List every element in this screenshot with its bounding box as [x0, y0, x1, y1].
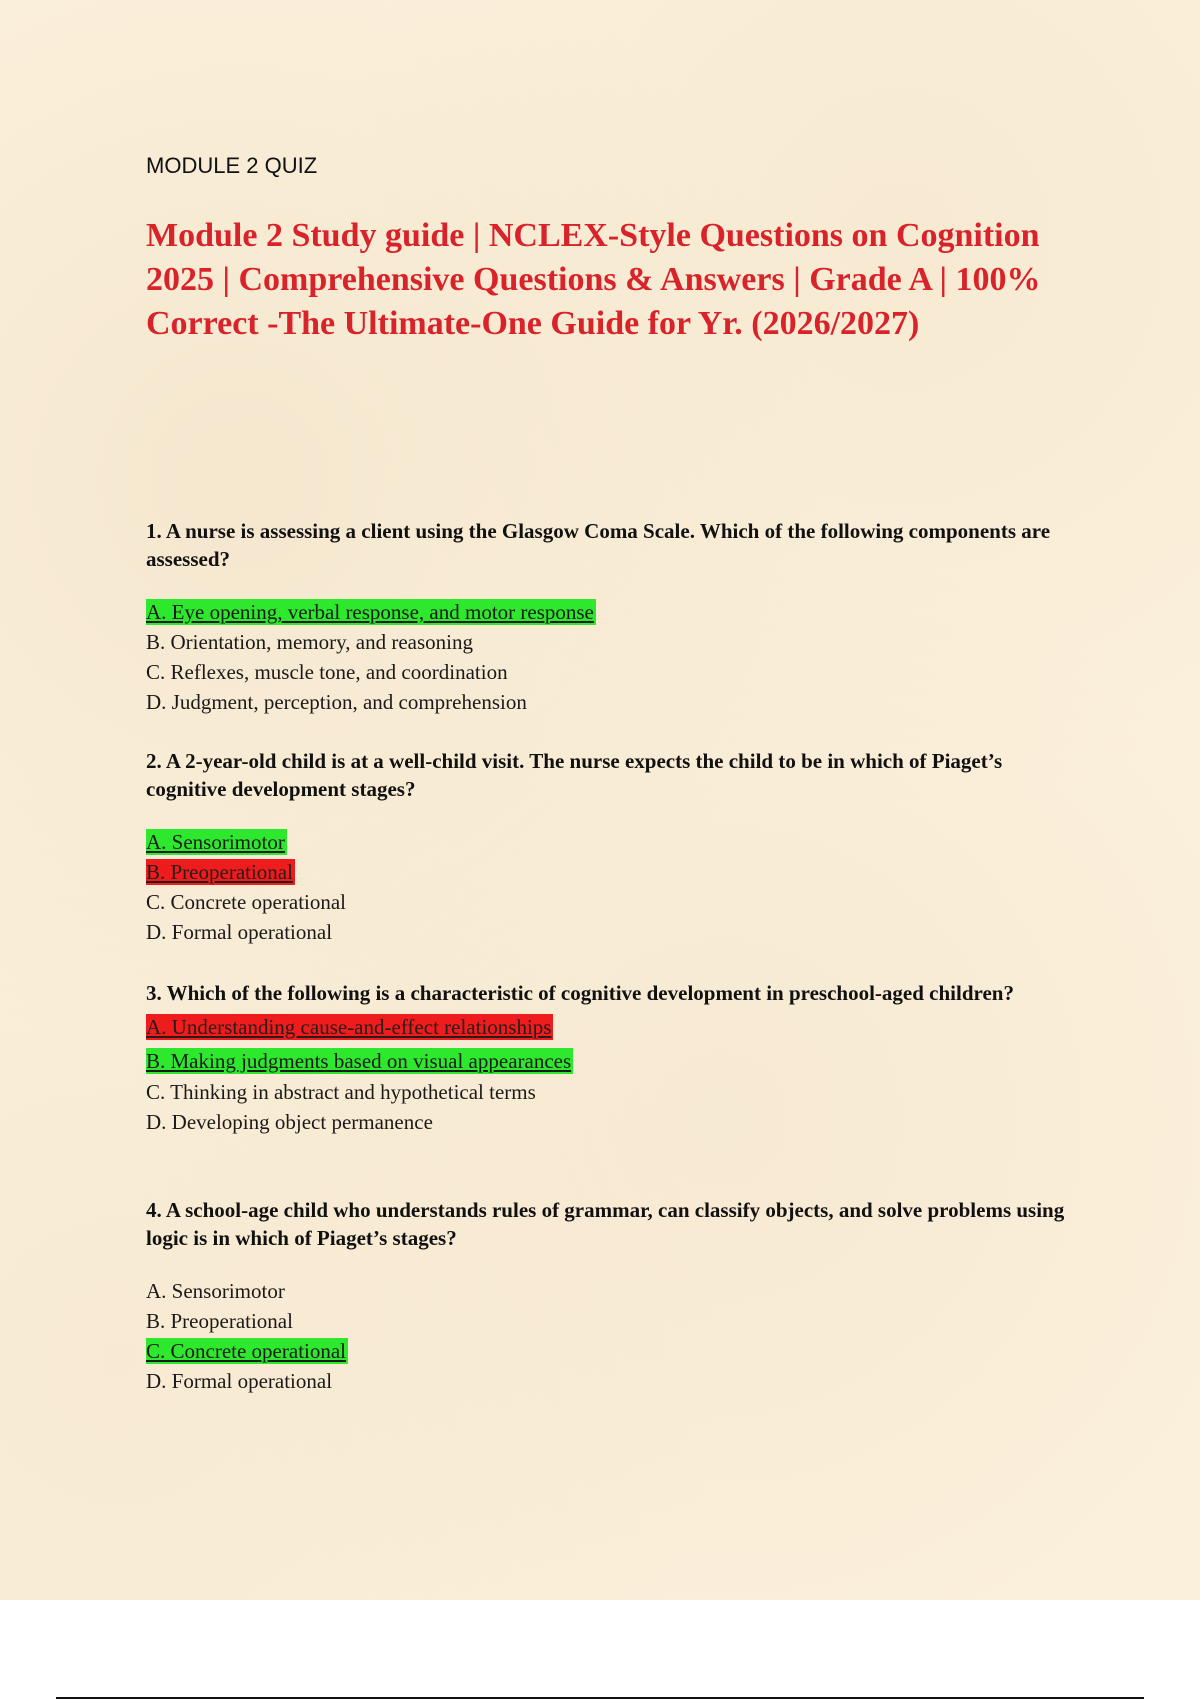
answer-text: A. Understanding cause-and-effect relationships: [146, 1015, 552, 1039]
answer-text: A. Sensorimotor: [146, 1279, 285, 1303]
answer-options: [146, 1009, 1066, 1137]
footer-divider: [56, 1697, 1144, 1699]
answer-text: C. Concrete operational: [146, 1339, 347, 1363]
question-1: [146, 517, 1066, 717]
question-text: 2. A 2-year-old child is at a well-child visit. The nurse expects the child to be in which of Piaget’s cognitive development stages?: [146, 749, 1003, 801]
answer-option: [146, 627, 1066, 657]
answer-text: B. Orientation, memory, and reasoning: [146, 630, 473, 654]
answer-option-correct: [146, 1045, 1066, 1077]
answer-option-incorrect: [146, 1009, 1066, 1045]
answer-option: [146, 657, 1066, 687]
question-text: 1. A nurse is assessing a client using the Glasgow Coma Scale. Which of the following components are assessed?: [146, 519, 1051, 571]
answer-text: A. Eye opening, verbal response, and motor response: [146, 600, 594, 624]
answer-text: D. Formal operational: [146, 1369, 333, 1393]
module-label: MODULE 2 QUIZ: [146, 153, 318, 178]
answer-option-correct: [146, 827, 1066, 857]
answer-text: D. Developing object permanence: [146, 1110, 433, 1134]
answer-options: [146, 827, 1066, 947]
answer-options: [146, 597, 1066, 717]
answer-text: A. Sensorimotor: [146, 830, 285, 854]
answer-text: C. Thinking in abstract and hypothetical terms: [146, 1080, 536, 1104]
answer-option: [146, 1276, 1066, 1306]
answer-option: [146, 687, 1066, 717]
question-text: 4. A school-age child who understands rules of grammar, can classify objects, and solve problems using logic is in which of Piaget’s stages?: [146, 1198, 1065, 1250]
answer-option-correct: [146, 597, 1066, 627]
answer-text: B. Preoperational: [146, 1309, 293, 1333]
answer-text: B. Preoperational: [146, 860, 293, 884]
answer-option-correct: [146, 1336, 1066, 1366]
answer-text: D. Formal operational: [146, 920, 333, 944]
question-3: [146, 979, 1066, 1137]
answer-option: [146, 1306, 1066, 1336]
question-4: [146, 1196, 1066, 1396]
answer-text: B. Making judgments based on visual appearances: [146, 1049, 572, 1073]
answer-option: [146, 1077, 1066, 1107]
answer-option-incorrect: [146, 857, 1066, 887]
answer-text: C. Reflexes, muscle tone, and coordination: [146, 660, 508, 684]
answer-option: [146, 887, 1066, 917]
question-2: [146, 747, 1066, 947]
answer-options: [146, 1276, 1066, 1396]
document-title: Module 2 Study guide | NCLEX-Style Questions on Cognition 2025 | Comprehensive Questions & Answers | Grade A | 100% Correct -The Ultimate-One Guide for Yr. (2026/2027): [146, 217, 1041, 342]
answer-text: C. Concrete operational: [146, 890, 347, 914]
question-text: 3. Which of the following is a characteristic of cognitive development in preschool-aged children?: [146, 981, 1014, 1005]
answer-text: D. Judgment, perception, and comprehension: [146, 690, 527, 714]
answer-option: [146, 1107, 1066, 1137]
answer-option: [146, 917, 1066, 947]
answer-option: [146, 1366, 1066, 1396]
